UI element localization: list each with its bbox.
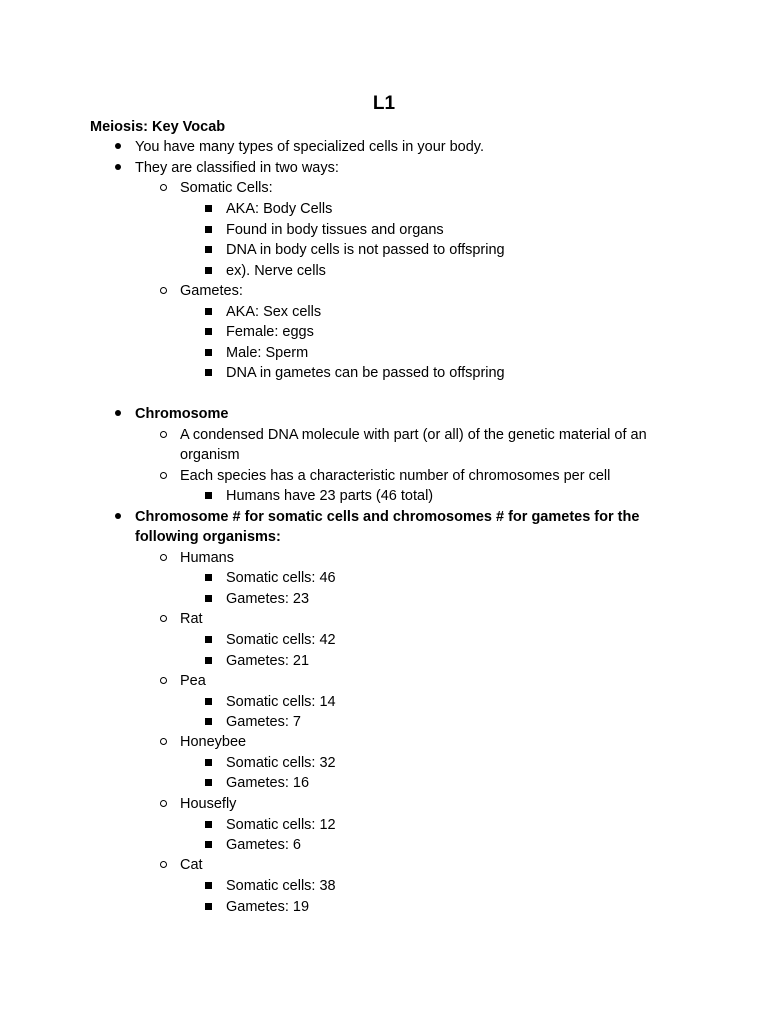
organisms-heading-line1: Chromosome # for somatic cells and chromosomes # for gametes for the xyxy=(135,509,640,525)
bullet-square-icon xyxy=(200,199,216,220)
bullet-square-icon xyxy=(200,630,216,651)
bullet-circle-icon xyxy=(155,794,171,815)
bullet-circle-icon xyxy=(155,855,171,876)
bullet-circle-icon xyxy=(155,548,171,569)
bullet-square-icon xyxy=(200,815,216,836)
organism-gametes: Gametes: 7 xyxy=(226,714,301,730)
chromosome-humans-note: Humans have 23 parts (46 total) xyxy=(226,488,434,504)
bullet-square-icon xyxy=(200,835,216,856)
organisms-heading-line2: following organisms: xyxy=(135,529,281,545)
list-item: DNA in body cells is not passed to offspring xyxy=(226,242,505,258)
organism-somatic: Somatic cells: 14 xyxy=(226,694,336,710)
organism-somatic: Somatic cells: 46 xyxy=(226,570,336,586)
chromosome-species-note: Each species has a characteristic number of chromosomes per cell xyxy=(180,468,611,484)
organism-gametes: Gametes: 23 xyxy=(226,591,310,607)
organism-name: Humans xyxy=(180,550,234,566)
organism-gametes: Gametes: 16 xyxy=(226,775,310,791)
bullet-square-icon xyxy=(200,753,216,774)
organism-name: Housefly xyxy=(180,796,237,812)
bullet-square-icon xyxy=(200,589,216,610)
page-title: L1 xyxy=(372,93,396,114)
bullet-square-icon xyxy=(200,322,216,343)
organism-gametes: Gametes: 19 xyxy=(226,899,310,915)
bullet-circle-icon xyxy=(155,425,171,446)
organism-somatic: Somatic cells: 38 xyxy=(226,878,336,894)
bullet-circle-icon xyxy=(155,671,171,692)
list-item: Male: Sperm xyxy=(226,345,309,361)
bullet-dot-icon xyxy=(110,158,126,179)
chromosome-heading: Chromosome xyxy=(135,406,229,422)
bullet-square-icon xyxy=(200,486,216,507)
chromosome-definition-line2: organism xyxy=(180,447,240,463)
list-item: ex). Nerve cells xyxy=(226,263,326,279)
bullet-circle-icon xyxy=(155,281,171,302)
bullet-dot-icon xyxy=(110,137,126,158)
bullet-circle-icon xyxy=(155,732,171,753)
vocab-intro: You have many types of specialized cells in your body. xyxy=(135,139,485,155)
bullet-square-icon xyxy=(200,712,216,733)
bullet-square-icon xyxy=(200,897,216,918)
organism-somatic: Somatic cells: 12 xyxy=(226,817,336,833)
organism-name: Rat xyxy=(180,611,203,627)
somatic-label: Somatic Cells: xyxy=(180,180,273,196)
bullet-dot-icon xyxy=(110,404,126,425)
organism-gametes: Gametes: 6 xyxy=(226,837,301,853)
organism-somatic: Somatic cells: 42 xyxy=(226,632,336,648)
organism-gametes: Gametes: 21 xyxy=(226,653,310,669)
organism-name: Honeybee xyxy=(180,734,247,750)
bullet-square-icon xyxy=(200,651,216,672)
bullet-square-icon xyxy=(200,692,216,713)
bullet-square-icon xyxy=(200,343,216,364)
bullet-square-icon xyxy=(200,220,216,241)
chromosome-definition-line1: A condensed DNA molecule with part (or all) of the genetic material of an xyxy=(180,427,647,443)
list-item: DNA in gametes can be passed to offspring xyxy=(226,365,505,381)
bullet-square-icon xyxy=(200,302,216,323)
bullet-circle-icon xyxy=(155,178,171,199)
bullet-circle-icon xyxy=(155,466,171,487)
section-heading: Meiosis: Key Vocab xyxy=(90,119,226,135)
organism-name: Cat xyxy=(180,857,203,873)
organism-somatic: Somatic cells: 32 xyxy=(226,755,336,771)
bullet-dot-icon xyxy=(110,507,126,528)
bullet-square-icon xyxy=(200,568,216,589)
list-item: AKA: Sex cells xyxy=(226,304,322,320)
bullet-circle-icon xyxy=(155,609,171,630)
bullet-square-icon xyxy=(200,876,216,897)
bullet-square-icon xyxy=(200,261,216,282)
gametes-label: Gametes: xyxy=(180,283,243,299)
list-item: Found in body tissues and organs xyxy=(226,222,444,238)
list-item: Female: eggs xyxy=(226,324,314,340)
bullet-square-icon xyxy=(200,240,216,261)
bullet-square-icon xyxy=(200,773,216,794)
bullet-square-icon xyxy=(200,363,216,384)
vocab-classified: They are classified in two ways: xyxy=(135,160,339,176)
organism-name: Pea xyxy=(180,673,206,689)
list-item: AKA: Body Cells xyxy=(226,201,333,217)
